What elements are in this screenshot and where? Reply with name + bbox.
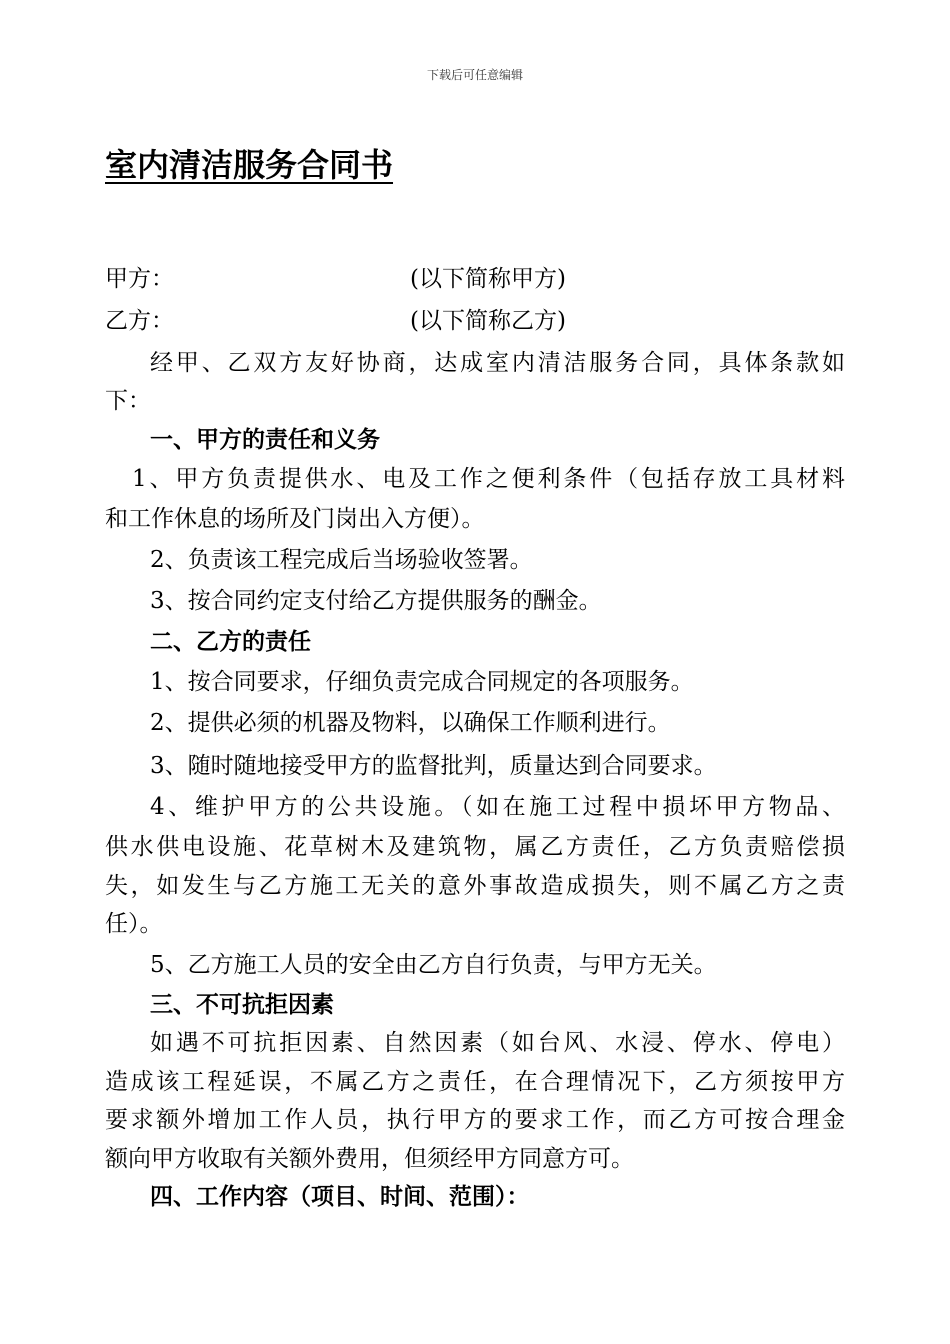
header-note: 下载后可任意编辑	[426, 68, 523, 82]
section-2-heading: 二、乙方的责任	[150, 629, 311, 655]
section-1-item-1-line-1: 1、甲方负责提供水、电及工作之便利条件（包括存放工具材料	[132, 466, 845, 492]
section-3-heading: 三、不可抗拒因素	[150, 992, 334, 1018]
section-2-item-3: 3、随时随地接受甲方的监督批判，质量达到合同要求。	[150, 753, 717, 779]
party-b-note: (以下简称乙方)	[410, 308, 566, 334]
party-a-label: 甲方：	[105, 266, 174, 292]
section-1-item-1-line-2: 和工作休息的场所及门岗出入方便）。	[105, 506, 485, 532]
party-a-row	[105, 259, 845, 299]
section-2-item-5: 5、乙方施工人员的安全由乙方自行负责，与甲方无关。	[150, 952, 717, 978]
section-3-line-3: 要求额外增加工作人员，执行甲方的要求工作，而乙方可按合理金	[105, 1107, 845, 1133]
document-title: 室内清洁服务合同书	[105, 146, 394, 184]
party-b-label: 乙方：	[105, 308, 174, 334]
section-2-item-4-line-2: 供水供电设施、花草树木及建筑物，属乙方责任，乙方负责赔偿损	[105, 834, 845, 860]
section-1-item-3: 3、按合同约定支付给乙方提供服务的酬金。	[150, 588, 602, 614]
section-2-item-4-line-4: 任）。	[105, 911, 163, 937]
party-b-row	[105, 301, 845, 341]
intro-line-2: 下：	[105, 388, 151, 414]
party-a-note: (以下简称甲方)	[410, 266, 566, 292]
section-1-item-2: 2、负责该工程完成后当场验收签署。	[150, 547, 533, 573]
section-3-line-4: 额向甲方收取有关额外费用，但须经甲方同意方可。	[105, 1146, 634, 1172]
section-2-item-4-line-3: 失，如发生与乙方施工无关的意外事故造成损失，则不属乙方之责	[105, 873, 845, 899]
section-2-item-4-line-1: 4、维护甲方的公共设施。（如在施工过程中损坏甲方物品、	[150, 794, 845, 820]
section-2-item-1: 1、按合同要求，仔细负责完成合同规定的各项服务。	[150, 669, 694, 695]
section-3-line-1: 如遇不可抗拒因素、自然因素（如台风、水浸、停水、停电）	[150, 1030, 845, 1056]
section-1-heading: 一、甲方的责任和义务	[150, 427, 380, 453]
section-2-item-2: 2、提供必须的机器及物料，以确保工作顺利进行。	[150, 710, 671, 736]
section-4-heading: 四、工作内容（项目、时间、范围）：	[150, 1184, 530, 1210]
section-3-line-2: 造成该工程延误，不属乙方之责任，在合理情况下，乙方须按甲方	[105, 1069, 845, 1095]
intro-line-1: 经甲、乙双方友好协商，达成室内清洁服务合同，具体条款如	[150, 350, 845, 376]
